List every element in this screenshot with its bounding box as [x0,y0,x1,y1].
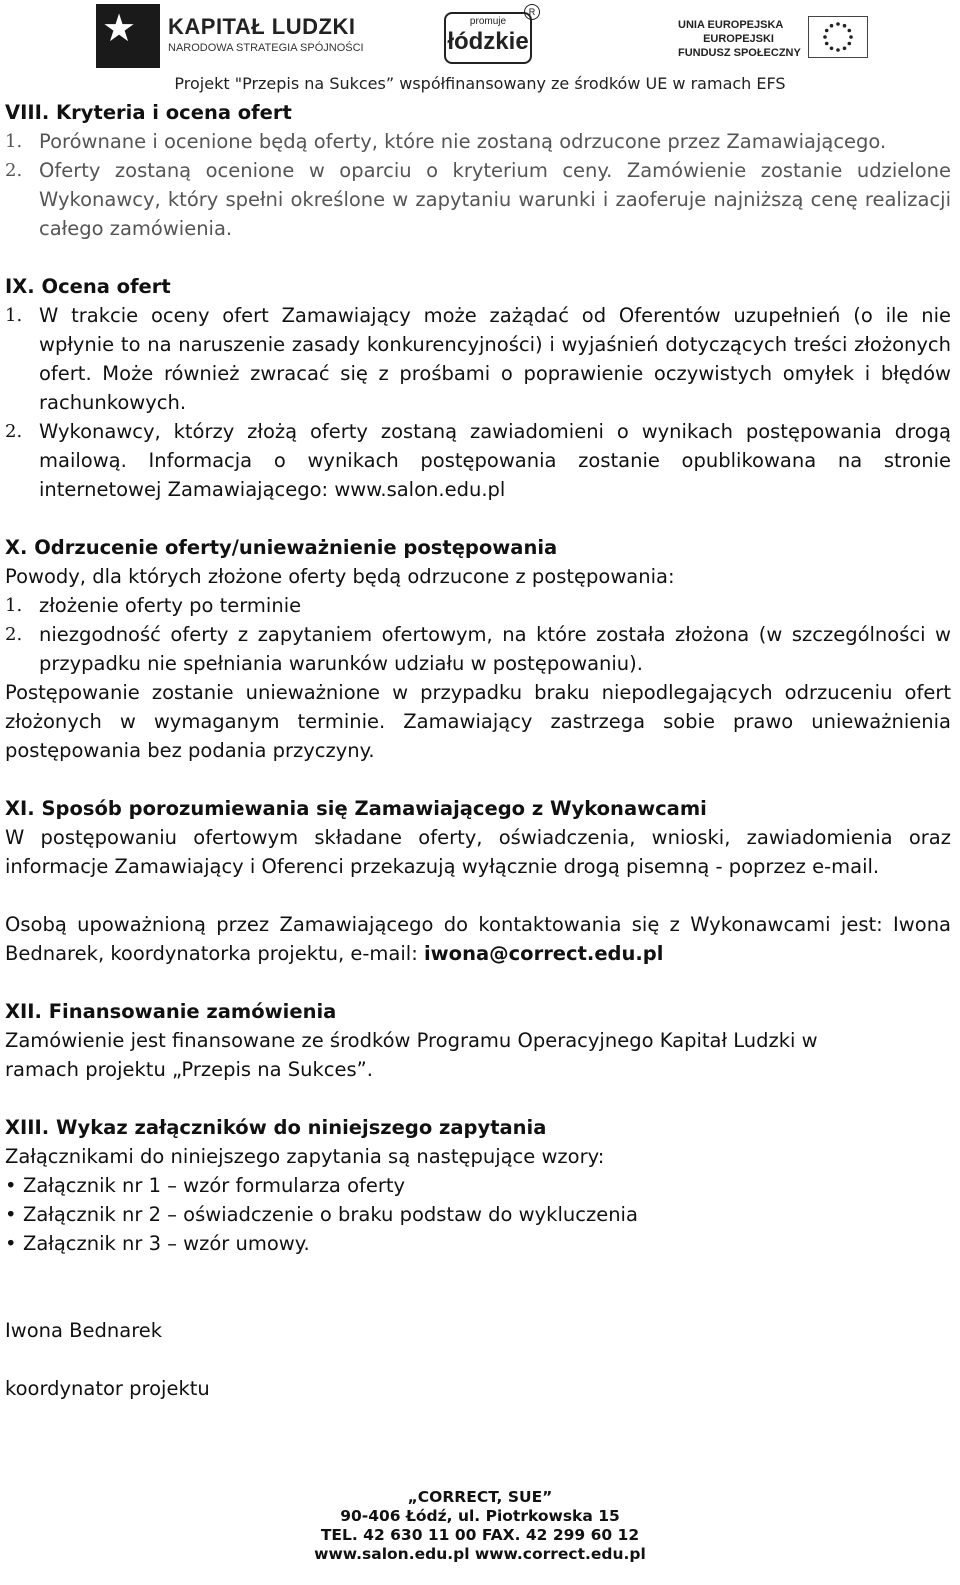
item-number: 1. [5,131,23,152]
signature-role: koordynator projektu [5,1377,210,1400]
bullet-icon: • [5,1203,17,1226]
spacer [5,243,951,272]
registered-icon: R [524,4,540,20]
section-11-text-1: W postępowaniu ofertowym składane oferty, oświadczenia, wnioski, zawiadomienia oraz informacje Zamawiający i Oferenci przekazują wyłącznie drogą pisemną - poprzez e-mail. [5,826,951,878]
spacer [5,1084,951,1113]
section-9-item-2 [5,417,951,504]
section-11-heading: XI. Sposób porozumiewania się Zamawiającego z Wykonawcami [5,797,707,820]
bullet-icon: • [5,1174,17,1197]
signature-name: Iwona Bednarek [5,1319,163,1342]
spacer [5,1345,951,1374]
eu-flag-icon [808,16,868,58]
footer-websites: www.salon.edu.pl www.correct.edu.pl [314,1545,646,1563]
section-10-intro: Powody, dla których złożone oferty będą odrzucone z postępowania: [5,565,675,588]
section-12-line-2: ramach projektu „Przepis na Sukces”. [5,1058,373,1081]
kapital-ludzki-emblem [96,4,160,68]
section-13-intro: Załącznikami do niniejszego zapytania są następujące wzory: [5,1145,605,1168]
item-number: 1. [5,305,23,326]
project-cofinancing-line: Projekt "Przepis na Sukces” współfinansowany ze środków UE w ramach EFS [174,74,786,93]
section-12-line-1: Zamówienie jest finansowane ze środków Programu Operacyjnego Kapitał Ludzki w [5,1029,818,1052]
lodzkie-big-text: łódzkie [447,28,529,55]
section-8-item-1 [5,127,951,156]
section-10-closing: Postępowanie zostanie unieważnione w przypadku braku niepodlegających odrzuceniu ofert złożonych w wymaganym terminie. Zamawiający zastrzega sobie prawo unieważnienia postępowania bez podania przyczyny. [5,681,951,762]
bullet-icon: • [5,1232,17,1255]
footer-company-name: „CORRECT, SUE” [407,1488,553,1506]
spacer [5,765,951,794]
star-icon: ★ [102,6,137,50]
kapital-ludzki-subtitle: NARODOWA STRATEGIA SPÓJNOŚCI [168,42,364,54]
eu-stars-icon [809,17,867,57]
spacer [5,1287,951,1316]
spacer [5,1258,951,1287]
contact-text: Osobą upoważnioną przez Zamawiającego do kontaktowania się z Wykonawcami jest: Iwona Bednarek, koordynatorka projektu, e-mail: [5,913,951,965]
kapital-ludzki-title: KAPITAŁ LUDZKI [168,14,356,39]
item-text: niezgodność oferty z zapytaniem ofertowym, na które została złożona (w szczególności w przypadku nie spełniania warunków udziału w postępowaniu). [39,623,951,675]
spacer [5,504,951,533]
spacer [5,881,951,910]
section-12-heading: XII. Finansowanie zamówienia [5,1000,337,1023]
section-13-heading: XIII. Wykaz załączników do niniejszego zapytania [5,1116,547,1139]
section-11-text-2 [5,910,951,968]
attachment-text: Załącznik nr 1 – wzór formularza oferty [23,1174,406,1197]
section-8-heading: VIII. Kryteria i ocena ofert [5,101,292,124]
item-text: Porównane i ocenione będą oferty, które nie zostaną odrzucone przez Zamawiającego. [39,130,887,153]
eu-line-1: UNIA EUROPEJSKA [678,19,784,31]
attachment-text: Załącznik nr 2 – oświadczenie o braku podstaw do wykluczenia [23,1203,638,1226]
spacer [5,968,951,997]
eu-fund-logo [678,16,868,62]
section-10-item-1 [5,591,951,620]
attachment-text: Załącznik nr 3 – wzór umowy. [23,1232,310,1255]
eu-line-2: EUROPEJSKI [703,33,774,45]
attachment-item-1 [5,1171,951,1200]
section-10-heading: X. Odrzucenie oferty/unieważnienie postępowania [5,536,558,559]
item-text: W trakcie oceny ofert Zamawiający może zażądać od Oferentów uzupełnień (o ile nie wpłynie to na naruszenie zasady konkurencyjności) i wyjaśnień dotyczących treści złożonych ofert. Może również zwracać się z prośbami o poprawienie oczywistych omyłek i błędów rachunkowych. [39,304,951,414]
company-footer [0,1488,960,1564]
item-number: 1. [5,595,23,616]
lodzkie-small-text: promuje [469,16,507,27]
promuje-lodzkie-logo [444,4,540,66]
item-text: złożenie oferty po terminie [39,594,302,617]
eu-fund-text [678,18,801,60]
header-logos [0,0,960,76]
item-number: 2. [5,160,23,181]
footer-phone-fax: TEL. 42 630 11 00 FAX. 42 299 60 12 [320,1526,640,1544]
attachment-item-3 [5,1229,951,1258]
item-number: 2. [5,624,23,645]
section-10-item-2 [5,620,951,678]
section-9-heading: IX. Ocena ofert [5,275,171,298]
kapital-ludzki-logo [96,4,364,68]
section-8-item-2 [5,156,951,243]
item-text: Wykonawcy, którzy złożą oferty zostaną zawiadomieni o wynikach postępowania drogą mailową. Informacja o wynikach postępowania zostanie opublikowana na stronie internetowej Zamawiającego: www.salon.edu.pl [39,420,951,501]
document-body [5,98,951,1403]
item-number: 2. [5,421,23,442]
attachment-item-2 [5,1200,951,1229]
contact-email-link[interactable]: iwona@correct.edu.pl [423,942,664,965]
eu-line-3: FUNDUSZ SPOŁECZNY [678,47,801,59]
item-text: Oferty zostaną ocenione w oparciu o kryterium ceny. Zamówienie zostanie udzielone Wykonawcy, który spełni określone w zapytaniu warunki i zaoferuje najniższą cenę realizacji całego zamówienia. [39,159,951,240]
section-9-item-1 [5,301,951,417]
footer-address: 90-406 Łódź, ul. Piotrkowska 15 [340,1507,620,1525]
